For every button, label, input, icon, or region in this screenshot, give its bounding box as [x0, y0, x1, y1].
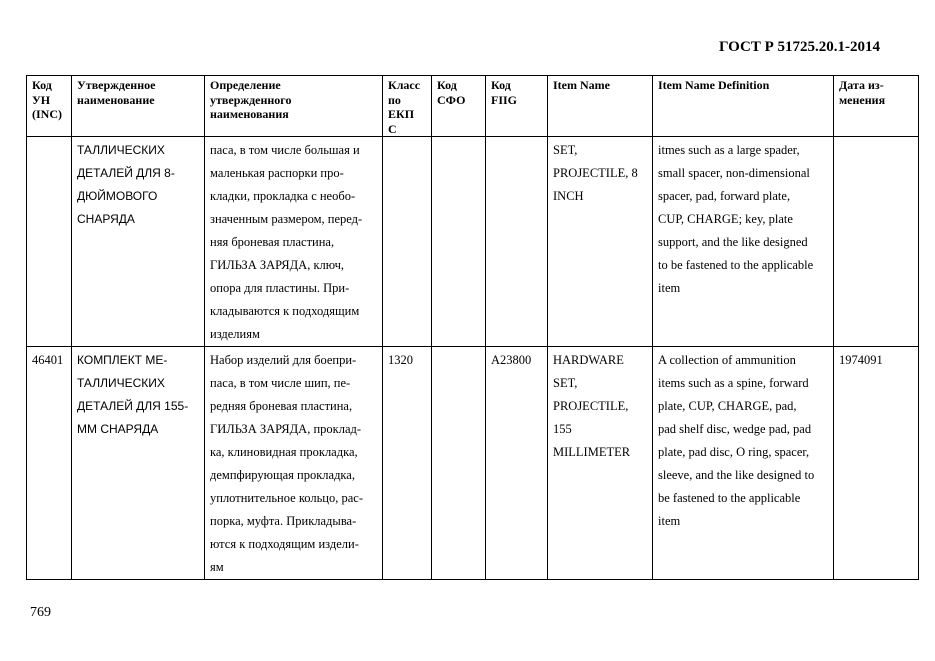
cell-item-name: SET, PROJECTILE, 8 INCH: [548, 137, 653, 347]
col-header-definition: Определение утвержденного наименования: [205, 76, 383, 137]
cell-definition: паса, в том числе большая и маленькая распорки про- кладки, прокладка с необо- значенным размером, перед- няя броневая пластина, ГИЛЬЗА ЗАРЯДА, ключ, опора для пластины. При- кладываются к подходящим изделиям: [205, 137, 383, 347]
gost-items-table: [26, 75, 919, 580]
col-header-item-name-definition: Item Name Definition: [653, 76, 834, 137]
cell-item-name-definition: A collection of ammunition items such as a spine, forward plate, CUP, CHARGE, pad, pad shelf disc, wedge pad, pad plate, pad disc, O ring, spacer, sleeve, and the like designed to be fastened to the applicable item: [653, 347, 834, 580]
table-header-row: [27, 76, 919, 137]
table-row: [27, 137, 919, 347]
cell-approved-name: КОМПЛЕКТ МЕ- ТАЛЛИЧЕСКИХ ДЕТАЛЕЙ ДЛЯ 155- ММ СНАРЯДА: [72, 347, 205, 580]
col-header-change-date: Дата из- менения: [834, 76, 919, 137]
cell-ekps-class: [383, 137, 432, 347]
document-standard-code: ГОСТ Р 51725.20.1-2014: [719, 39, 881, 55]
cell-item-name-definition: itmes such as a large spader, small spacer, non-dimensional spacer, pad, forward plate, CUP, CHARGE; key, plate support, and the like designed to be fastened to the applicable item: [653, 137, 834, 347]
col-header-item-name: Item Name: [548, 76, 653, 137]
col-header-approved-name: Утвержденное наименование: [72, 76, 205, 137]
cell-item-name: HARDWARE SET, PROJECTILE, 155 MILLIMETER: [548, 347, 653, 580]
cell-approved-name: ТАЛЛИЧЕСКИХ ДЕТАЛЕЙ ДЛЯ 8- ДЮЙМОВОГО СНАРЯДА: [72, 137, 205, 347]
cell-change-date: [834, 137, 919, 347]
col-header-inc: Код УН (INC): [27, 76, 72, 137]
col-header-fiig-code: Код FIIG: [486, 76, 548, 137]
cell-ekps-class: 1320: [383, 347, 432, 580]
cell-inc: 46401: [27, 347, 72, 580]
cell-sfo-code: [432, 137, 486, 347]
cell-sfo-code: [432, 347, 486, 580]
col-header-ekps-class: Класс по ЕКП С: [383, 76, 432, 137]
page-number: 769: [30, 605, 51, 620]
col-header-sfo-code: Код СФО: [432, 76, 486, 137]
cell-inc: [27, 137, 72, 347]
cell-definition: Набор изделий для боепри- паса, в том числе шип, пе- редняя броневая пластина, ГИЛЬЗА ЗАРЯДА, проклад- ка, клиновидная прокладка, демпфирующая прокладка, уплотнительное кольцо, рас- порка, муфта. Прикладыва- ются к подходящим издели- ям: [205, 347, 383, 580]
table-row: [27, 347, 919, 580]
cell-fiig-code: [486, 137, 548, 347]
cell-fiig-code: A23800: [486, 347, 548, 580]
cell-change-date: 1974091: [834, 347, 919, 580]
